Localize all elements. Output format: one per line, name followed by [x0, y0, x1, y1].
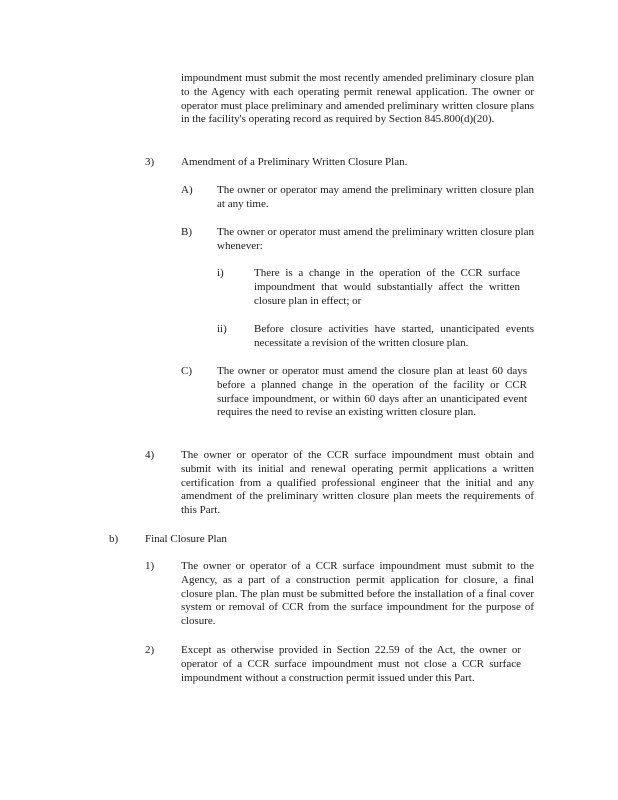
- item-3B-label: B): [181, 226, 192, 238]
- item-4-text: The owner or operator of the CCR surface impoundment must obtain and submit with its initial and renewal operating permit applications a written certification from a qualified professional engineer that the initial and any amendment of the preliminary written closure plan meets the requirements of this Part.: [181, 449, 534, 517]
- section-b-label: b): [109, 533, 119, 545]
- item-3-number: 3): [145, 156, 155, 168]
- item-3C-label: C): [181, 365, 192, 377]
- section-b-title: Final Closure Plan: [145, 533, 227, 545]
- item-3A-text: The owner or operator may amend the preliminary written closure plan at any time.: [217, 184, 534, 210]
- item-3A-label: A): [181, 184, 193, 196]
- item-3B-i-text: There is a change in the operation of the CCR surface impoundment that would substantially affect the written closure plan in effect; or: [254, 267, 520, 307]
- section-b-item-2-text: Except as otherwise provided in Section 22.59 of the Act, the owner or operator of a CCR surface impoundment must not close a CCR surface impoundment without a construction permit issued under this Part.: [181, 644, 521, 684]
- section-b-item-1-number: 1): [145, 560, 155, 572]
- section-b-item-2-number: 2): [145, 644, 155, 656]
- item-3C-text: The owner or operator must amend the closure plan at least 60 days before a planned change in the operation of the facility or CCR surface impoundment, or within 60 days after an unanticipated event requires the need to revise an existing written closure plan.: [217, 365, 527, 419]
- item-3B-ii-label: ii): [217, 323, 227, 335]
- intro-paragraph: impoundment must submit the most recently amended preliminary closure plan to the Agency with each operating permit renewal application. The owner or operator must place preliminary and amended preliminary written closure plans in the facility's operating record as required by Section 845.800(d)(20).: [181, 72, 534, 126]
- item-3-title: Amendment of a Preliminary Written Closure Plan.: [181, 156, 408, 168]
- item-3B-i-label: i): [217, 267, 224, 279]
- item-3B-text: The owner or operator must amend the preliminary written closure plan whenever:: [217, 226, 534, 252]
- item-4-number: 4): [145, 449, 155, 461]
- item-3B-ii-text: Before closure activities have started, unanticipated events necessitate a revision of the written closure plan.: [254, 323, 534, 349]
- section-b-item-1-text: The owner or operator of a CCR surface impoundment must submit to the Agency, as a part of a construction permit application for closure, a final closure plan. The plan must be submitted before the installation of a final cover system or removal of CCR from the surface impoundment for the purpose of closure.: [181, 560, 534, 628]
